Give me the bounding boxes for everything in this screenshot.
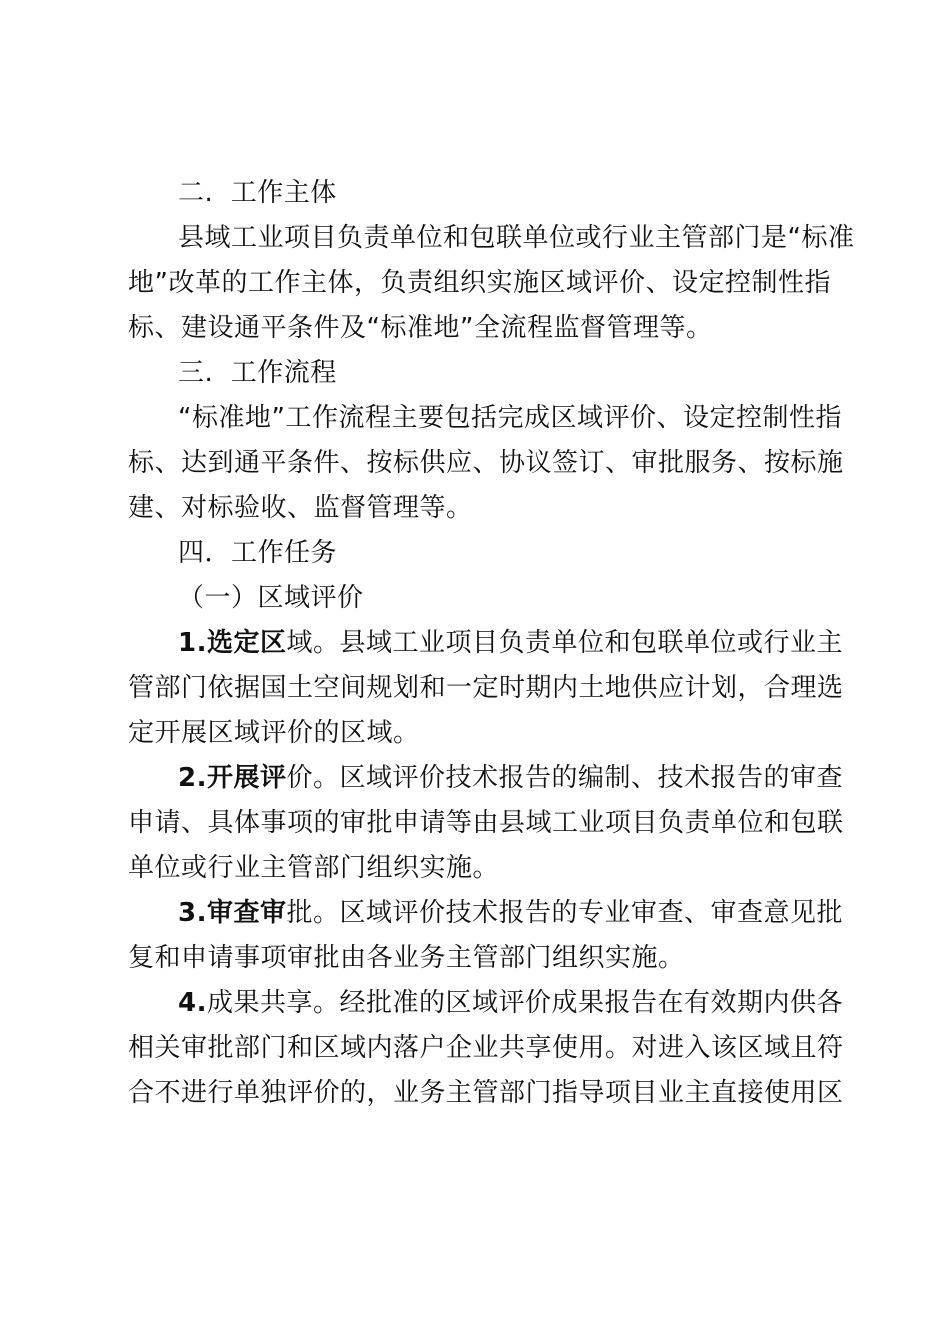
paragraph-line: 标、达到通平条件、按标供应、协议签订、审批服务、按标施 bbox=[128, 448, 844, 478]
section-heading-3 bbox=[178, 358, 838, 388]
item-bold-label: 4. bbox=[178, 988, 207, 1018]
paragraph-line: 定开展区域评价的区域。 bbox=[128, 718, 420, 748]
item-first-line bbox=[178, 763, 843, 793]
paragraph-line: 合不进行单独评价的，业务主管部门指导项目业主直接使用区 bbox=[128, 1078, 844, 1108]
section-heading-2 bbox=[178, 178, 838, 208]
paragraph-line: 申请、具体事项的审批申请等由县域工业项目负责单位和包联 bbox=[128, 808, 844, 838]
item-text: 价。区域评价技术报告的编制、技术报告的审查 bbox=[286, 763, 843, 793]
section-number: 二. bbox=[178, 178, 214, 208]
section-title: 工作主体 bbox=[230, 178, 337, 208]
paragraph-line: “标准地”工作流程主要包括完成区域评价、设定控制性指 bbox=[178, 403, 842, 433]
item-text: 成果共享。经批准的区域评价成果报告在有效期内供各 bbox=[206, 988, 843, 1018]
item-first-line bbox=[178, 898, 843, 928]
paragraph-line: 标、建设通平条件及“标准地”全流程监督管理等。 bbox=[128, 313, 713, 343]
paragraph-line: 相关审批部门和区域内落户企业共享使用。对进入该区域且符 bbox=[128, 1033, 844, 1063]
paragraph-line: 单位或行业主管部门组织实施。 bbox=[128, 853, 500, 883]
item-first-line bbox=[178, 628, 843, 658]
paragraph-line: 管部门依据国土空间规划和一定时期内土地供应计划，合理选 bbox=[128, 673, 844, 703]
item-text: 批。区域评价技术报告的专业审查、审查意见批 bbox=[286, 898, 843, 928]
paragraph-line: 县域工业项目负责单位和包联单位或行业主管部门是“标准 bbox=[178, 223, 855, 253]
item-bold-label: 2.开展评 bbox=[178, 763, 287, 793]
section-title: 工作流程 bbox=[230, 358, 337, 388]
paragraph-line: 建、对标验收、监督管理等。 bbox=[128, 493, 473, 523]
paragraph-line: 地”改革的工作主体，负责组织实施区域评价、设定控制性指 bbox=[128, 268, 831, 298]
section-number: 三. bbox=[178, 358, 214, 388]
item-bold-label: 1.选定区 bbox=[178, 628, 287, 658]
paragraph-line: 复和申请事项审批由各业务主管部门组织实施。 bbox=[128, 943, 685, 973]
item-text: 域。县域工业项目负责单位和包联单位或行业主 bbox=[286, 628, 843, 658]
item-first-line bbox=[178, 988, 843, 1018]
section-heading-4: 四．工作任务 bbox=[178, 538, 338, 568]
subheading: （一）区域评价 bbox=[178, 583, 364, 613]
item-bold-label: 3.审查审 bbox=[178, 898, 287, 928]
